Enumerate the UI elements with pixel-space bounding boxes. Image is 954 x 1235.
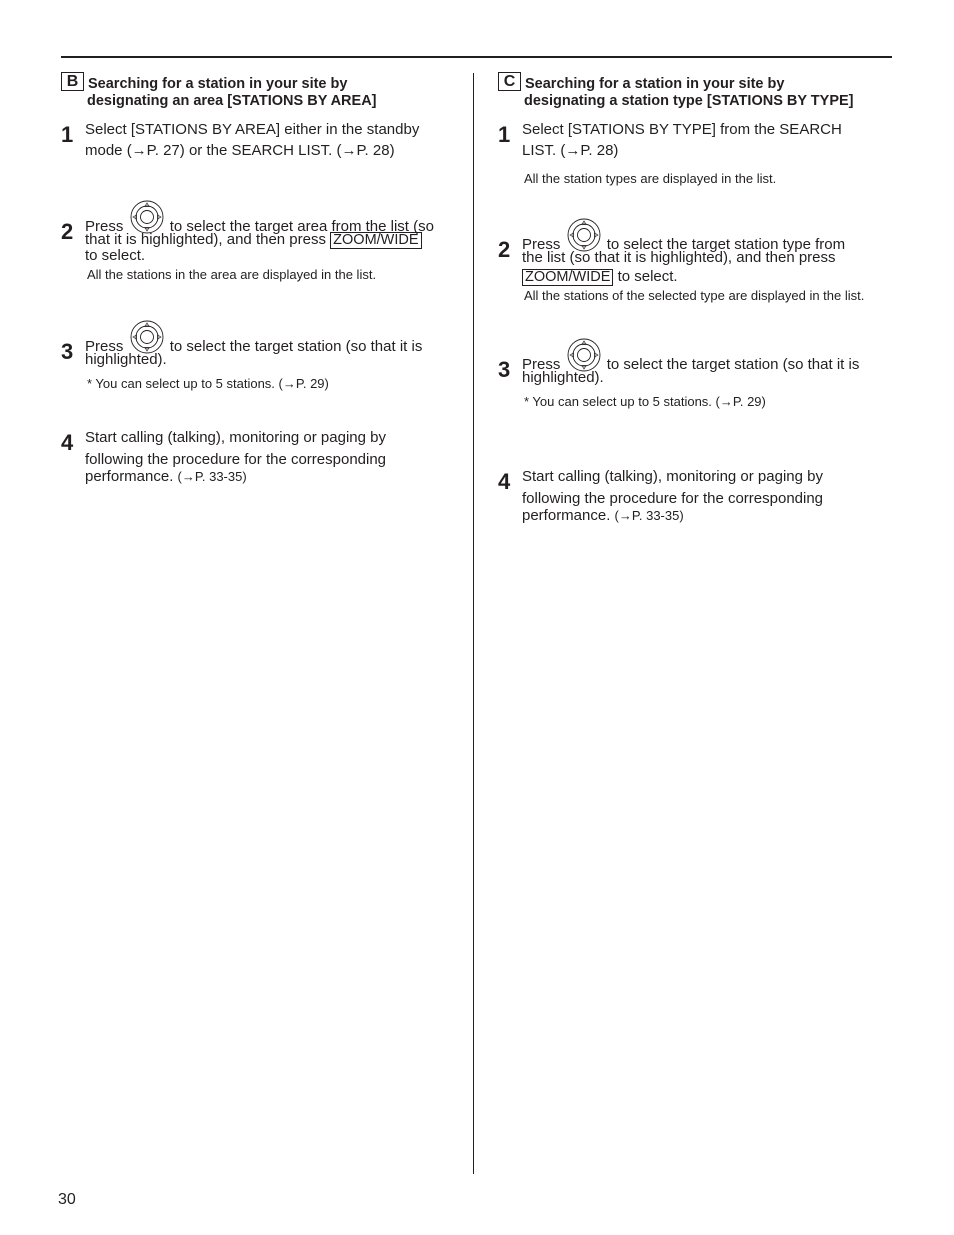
zoom-wide-button: ZOOM/WIDE xyxy=(330,232,421,249)
step-text xyxy=(522,467,894,526)
navigation-dial-icon xyxy=(130,200,164,234)
section-c-title-line1: Searching for a station in your site by xyxy=(525,76,785,92)
step-text xyxy=(85,120,455,161)
navigation-dial-icon xyxy=(130,320,164,354)
step-text-line: to select the target area from the list (so xyxy=(169,218,434,235)
section-b-title-line2: designating an area [STATIONS BY AREA] xyxy=(87,92,377,109)
step-text-line: following the procedure for the corresponding xyxy=(85,451,387,468)
step-text-line: to select. xyxy=(85,247,146,264)
step-number: 1 xyxy=(498,122,511,147)
section-b-letter: B xyxy=(61,72,84,91)
press-label: Press xyxy=(85,218,124,235)
press-label: Press xyxy=(522,356,561,373)
step-number: 4 xyxy=(61,430,74,455)
page-reference: (→P. 33-35) xyxy=(177,469,247,484)
press-label: Press xyxy=(85,338,124,355)
step-text-line: highlighted). xyxy=(85,351,167,368)
step-text-line: to select. xyxy=(617,268,678,285)
step-number: 4 xyxy=(498,469,511,494)
step-text-line: LIST. (→P. 28) xyxy=(522,142,619,159)
step-text-line: highlighted). xyxy=(522,369,604,386)
step-note: All the station types are displayed in the list. xyxy=(524,171,777,186)
step-text xyxy=(85,320,455,393)
step-text-line: following the procedure for the corresponding xyxy=(522,490,824,507)
step-text-line: Start calling (talking), monitoring or paging by xyxy=(85,429,386,446)
step-text-line: Select [STATIONS BY TYPE] from the SEARCH xyxy=(522,121,842,138)
section-c-letter: C xyxy=(498,72,521,91)
section-b-header xyxy=(61,72,451,112)
page-reference: (→P. 33-35) xyxy=(614,508,684,523)
page-number: 30 xyxy=(58,1191,76,1208)
step-number: 3 xyxy=(498,357,511,382)
step-text-line: the list (so that it is highlighted), and then press xyxy=(522,249,836,266)
step-note: * You can select up to 5 stations. (→P. 29) xyxy=(87,376,329,391)
step-text-line: performance. xyxy=(522,507,611,524)
step-text xyxy=(522,120,894,188)
step-text-line: Start calling (talking), monitoring or paging by xyxy=(522,468,823,485)
navigation-dial-icon xyxy=(567,338,601,372)
step-text-line: performance. xyxy=(85,468,174,485)
step-note: All the stations of the selected type are displayed in the list. xyxy=(524,288,865,303)
step-text-line: to select the target station (so that it is xyxy=(606,356,860,373)
step-number: 2 xyxy=(61,219,74,244)
step-number: 1 xyxy=(61,122,74,147)
step-text-line: to select the target station type from xyxy=(606,236,846,253)
step-text xyxy=(522,338,894,411)
press-label: Press xyxy=(522,236,561,253)
section-b xyxy=(61,72,451,485)
column-divider xyxy=(473,73,474,1174)
step-text-line: mode (→P. 27) or the SEARCH LIST. (→P. 28) xyxy=(85,142,395,159)
step-text xyxy=(85,428,455,487)
section-c xyxy=(498,72,892,524)
step-number: 2 xyxy=(498,237,511,262)
section-c-title-line2: designating a station type [STATIONS BY TYPE] xyxy=(524,92,854,109)
navigation-dial-icon xyxy=(567,218,601,252)
step-text-line: to select the target station (so that it is xyxy=(169,338,423,355)
step-number: 3 xyxy=(61,339,74,364)
step-note: All the stations in the area are displayed in the list. xyxy=(87,267,377,282)
step-text-line: that it is highlighted), and then press xyxy=(85,231,326,248)
section-b-title-line1: Searching for a station in your site by xyxy=(88,76,348,92)
step-text xyxy=(85,200,455,284)
zoom-wide-button: ZOOM/WIDE xyxy=(522,269,613,286)
step-text xyxy=(522,218,894,305)
step-note: * You can select up to 5 stations. (→P. 29) xyxy=(524,394,766,409)
section-c-title xyxy=(525,76,895,109)
section-c-header xyxy=(498,72,892,112)
top-rule xyxy=(61,56,892,58)
step-text-line: Select [STATIONS BY AREA] either in the standby xyxy=(85,121,420,138)
section-b-title xyxy=(88,76,458,109)
